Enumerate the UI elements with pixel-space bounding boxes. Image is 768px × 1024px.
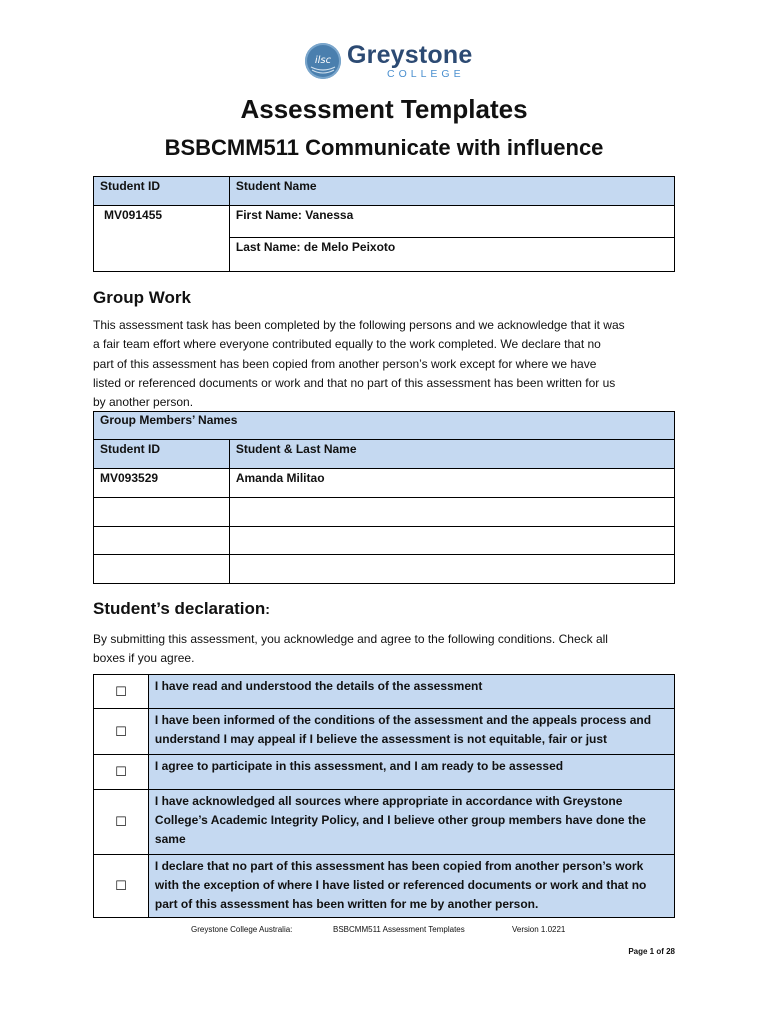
- declaration-row: [94, 855, 675, 918]
- page-title: Assessment Templates: [240, 94, 528, 124]
- declaration-table: [93, 674, 675, 918]
- declaration-row: [94, 709, 675, 755]
- member-id[interactable]: [94, 555, 230, 584]
- declaration-line: I have read and understood the details of the assessment: [154, 679, 483, 693]
- student-name-header: Student Name: [229, 177, 674, 206]
- student-table: [93, 176, 675, 272]
- last-name-field: Last Name: de Melo Peixoto: [229, 238, 674, 272]
- member-name[interactable]: [229, 498, 674, 527]
- group-members-title: Group Members’ Names: [94, 412, 675, 440]
- paragraph-line: listed or referenced documents or work and that no part of this assessment has been written for us: [93, 375, 616, 390]
- declaration-line: understand I may appeal if I believe the assessment is not equitable, fair or just: [154, 732, 608, 746]
- declaration-checkbox[interactable]: ☐: [94, 755, 149, 790]
- paragraph-line: part of this assessment has been copied from another person’s work except for where we have: [93, 356, 597, 371]
- logo-name: Greystone: [347, 40, 473, 69]
- member-name[interactable]: [229, 527, 674, 555]
- declaration-heading-text: Student’s declaration: [93, 599, 266, 618]
- student-id-value: MV091455: [94, 206, 230, 272]
- group-work-heading: Group Work: [93, 288, 191, 307]
- member-id[interactable]: [94, 527, 230, 555]
- member-id[interactable]: MV093529: [94, 469, 230, 498]
- declaration-line: same: [154, 832, 186, 846]
- ilsc-seal-icon: [305, 43, 341, 79]
- paragraph-line: This assessment task has been completed by the following persons and we acknowledge that it was: [93, 318, 625, 332]
- first-name-field: First Name: Vanessa: [229, 206, 674, 238]
- declaration-line: I have acknowledged all sources where appropriate in accordance with Greystone: [154, 794, 623, 808]
- declaration-text: [148, 709, 674, 755]
- declaration-line: part of this assessment has been written for me by another person.: [154, 897, 539, 911]
- footer-org: Greystone College Australia:: [191, 925, 293, 934]
- declaration-line: with the exception of where I have listed or referenced documents or work and that no: [154, 878, 647, 892]
- table-row: [94, 469, 675, 498]
- intro-line: boxes if you agree.: [93, 651, 195, 666]
- declaration-line: I declare that no part of this assessment has been copied from another person’s work: [154, 859, 644, 873]
- declaration-line: College’s Academic Integrity Policy, and I believe other group members have done the: [154, 813, 646, 827]
- svg-text:ilsc: ilsc: [314, 55, 332, 66]
- member-name[interactable]: [229, 555, 674, 584]
- page-subtitle: BSBCMM511 Communicate with influence: [164, 135, 604, 160]
- declaration-row: [94, 755, 675, 790]
- declaration-checkbox[interactable]: ☐: [94, 790, 149, 855]
- declaration-text: [148, 675, 674, 709]
- declaration-text: [148, 790, 674, 855]
- declaration-row: [94, 790, 675, 855]
- declaration-checkbox[interactable]: ☐: [94, 709, 149, 755]
- declaration-row: [94, 675, 675, 709]
- student-id-header: Student ID: [94, 177, 230, 206]
- member-id[interactable]: [94, 498, 230, 527]
- group-col-student-name: Student & Last Name: [229, 440, 674, 469]
- footer-doc: BSBCMM511 Assessment Templates: [333, 925, 465, 934]
- table-row: [94, 498, 675, 527]
- page-number: Page 1 of 28: [628, 947, 675, 956]
- greystone-logo: [305, 40, 472, 82]
- paragraph-line: by another person.: [93, 395, 194, 410]
- table-row: [94, 527, 675, 555]
- footer-version: Version 1.0221: [512, 925, 566, 934]
- group-col-student-id: Student ID: [94, 440, 230, 469]
- declaration-intro: [93, 630, 675, 669]
- declaration-checkbox[interactable]: ☐: [94, 855, 149, 918]
- intro-line: By submitting this assessment, you acknowledge and agree to the following conditions. Check all: [93, 632, 608, 646]
- declaration-line: I agree to participate in this assessment, and I am ready to be assessed: [154, 759, 564, 773]
- logo-sub: COLLEGE: [387, 67, 465, 80]
- group-work-paragraph: [93, 316, 675, 412]
- group-members-table: [93, 411, 675, 584]
- declaration-text: [148, 855, 674, 918]
- declaration-heading: [93, 599, 270, 619]
- declaration-line: I have been informed of the conditions of the assessment and the appeals process and: [154, 713, 652, 727]
- table-row: [94, 555, 675, 584]
- member-name[interactable]: Amanda Militao: [229, 469, 674, 498]
- paragraph-line: a fair team effort where everyone contributed equally to the work completed. We declare that no: [93, 337, 601, 352]
- declaration-text: [148, 755, 674, 790]
- declaration-heading-colon: :: [265, 601, 270, 617]
- declaration-checkbox[interactable]: ☐: [94, 675, 149, 709]
